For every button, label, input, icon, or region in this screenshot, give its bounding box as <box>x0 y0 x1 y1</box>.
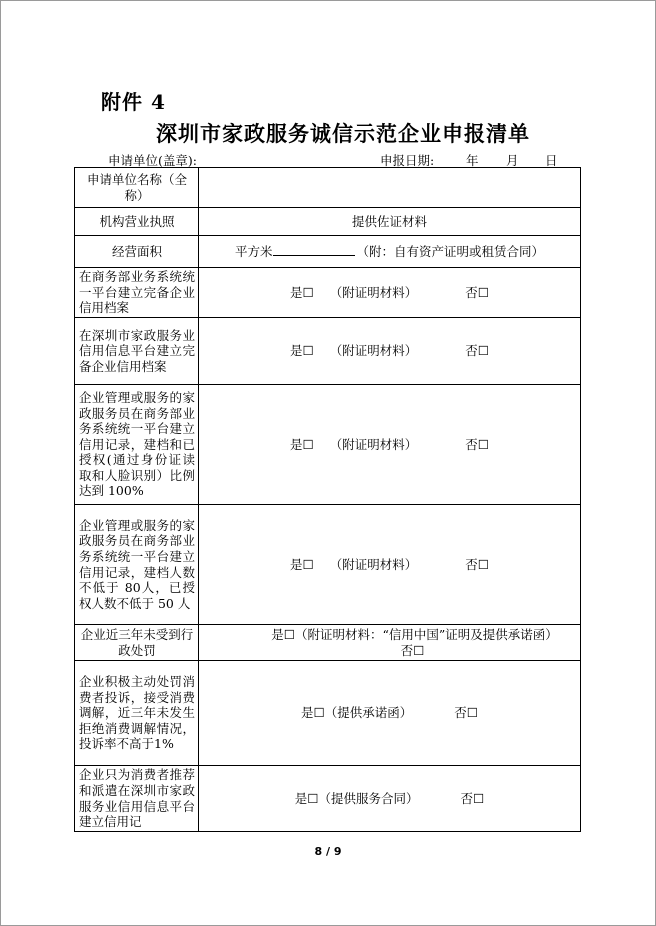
area-input-line[interactable] <box>273 244 355 256</box>
attachment-note: （附证明材料） <box>329 436 418 452</box>
table-row <box>75 625 581 661</box>
table-row <box>75 661 581 766</box>
no-checkbox[interactable]: 否☐ <box>465 284 489 300</box>
option-cell <box>199 268 581 318</box>
row-label: 在商务部业务系统统一平台建立完备企业信用档案 <box>75 268 199 318</box>
page-number: 8 / 9 <box>314 845 342 858</box>
table-row <box>75 168 581 208</box>
yes-checkbox[interactable]: 是☐（提供承诺函） <box>301 705 413 721</box>
application-form-table <box>74 167 581 832</box>
yes-checkbox[interactable]: 是☐（提供服务合同） <box>294 790 419 806</box>
row-label: 企业近三年未受到行政处罚 <box>75 625 199 661</box>
option-cell <box>199 661 581 766</box>
day-label: 日 <box>545 153 558 168</box>
meta-row <box>108 151 568 167</box>
option-cell <box>199 766 581 832</box>
row-label: 申请单位名称（全称） <box>75 168 199 208</box>
table-row <box>75 766 581 832</box>
attachment-label: 附件 4 <box>101 90 166 114</box>
area-unit: 平方米 <box>234 243 273 259</box>
area-cell <box>199 236 581 268</box>
option-cell <box>199 318 581 385</box>
month-label: 月 <box>506 153 519 168</box>
applicant-label: 申请单位(盖章): <box>108 153 197 168</box>
no-checkbox[interactable]: 否☐ <box>454 705 478 721</box>
no-checkbox[interactable]: 否☐ <box>465 556 489 572</box>
yes-checkbox[interactable]: 是☐（附证明材料：“信用中国”证明及提供承诺函） <box>271 626 558 642</box>
row-label: 企业积极主动处罚消费者投诉，接受消费调解，近三年未发生拒绝消费调解情况，投诉率不高于1% <box>75 661 199 766</box>
table-row <box>75 208 581 236</box>
document-title: 深圳市家政服务诚信示范企业申报清单 <box>156 121 530 146</box>
no-checkbox[interactable]: 否☐ <box>465 343 489 359</box>
table-row <box>75 318 581 385</box>
row-label: 在深圳市家政服务业信用信息平台建立完备企业信用档案 <box>75 318 199 385</box>
attachment-note: （附证明材料） <box>329 343 418 359</box>
yes-checkbox[interactable]: 是☐ <box>290 343 314 359</box>
row-label: 企业管理或服务的家政服务员在商务部业务系统统一平台建立信用记录，建档人数不低于 80人，已授权人数不低于 50 人 <box>75 505 199 625</box>
area-note: （附：自有资产证明或租赁合同） <box>356 243 545 259</box>
no-checkbox[interactable]: 否☐ <box>460 790 485 806</box>
row-label: 机构营业执照 <box>75 208 199 236</box>
row-label: 经营面积 <box>75 236 199 268</box>
year-label: 年 <box>466 153 479 168</box>
attachment-note: （附证明材料） <box>329 284 418 300</box>
row-label: 企业管理或服务的家政服务员在商务部业务系统统一平台建立信用记录，建档和已授权(通过身份证读取和人脸识别）比例达到 100% <box>75 385 199 505</box>
table-row <box>75 385 581 505</box>
option-cell <box>199 385 581 505</box>
option-cell <box>199 505 581 625</box>
yes-checkbox[interactable]: 是☐ <box>290 436 314 452</box>
yes-checkbox[interactable]: 是☐ <box>290 556 314 572</box>
table-row <box>75 236 581 268</box>
row-label: 企业只为消费者推荐和派遣在深圳市家政服务业信用信息平台建立信用记 <box>75 766 199 832</box>
yes-checkbox[interactable]: 是☐ <box>290 284 314 300</box>
table-row <box>75 268 581 318</box>
no-checkbox[interactable]: 否☐ <box>400 642 425 658</box>
date-label: 申报日期: <box>380 153 435 168</box>
applicant-name-cell[interactable] <box>199 168 581 208</box>
table-row <box>75 505 581 625</box>
option-cell <box>199 625 581 661</box>
attachment-note: （附证明材料） <box>329 556 418 572</box>
row-value: 提供佐证材料 <box>199 208 581 236</box>
no-checkbox[interactable]: 否☐ <box>465 436 489 452</box>
